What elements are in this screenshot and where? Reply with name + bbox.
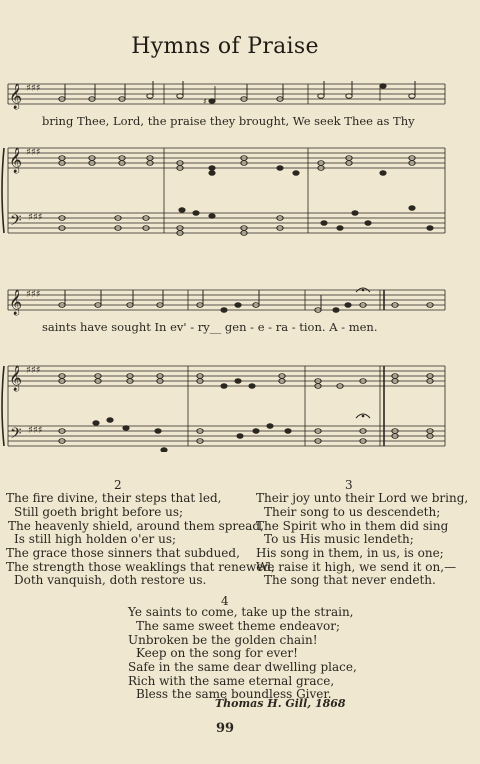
music-system-1	[0, 76, 450, 246]
page-title: Hymns of Praise	[131, 34, 319, 59]
verse-line: The strength those weaklings that renewed,	[6, 560, 275, 574]
svg-text:♯♯♯: ♯♯♯	[26, 289, 41, 300]
verse-line: The Spirit who in them did sing	[256, 519, 449, 533]
bass-clef-icon: 𝄢	[10, 212, 22, 233]
lyric-line-2: saints have sought In ev' - ry__ gen - e - ra - tion. A - men.	[42, 320, 378, 334]
verse-line: Bless the same boundless Giver.	[136, 687, 332, 701]
verse-line: Keep on the song for ever!	[136, 646, 298, 660]
verse-line: His song in them, in us, is one;	[256, 546, 444, 560]
verse-line: Is still high holden o'er us;	[14, 532, 177, 546]
verse-line: The fire divine, their steps that led,	[6, 491, 222, 505]
author-credit: Thomas H. Gill, 1868	[215, 697, 346, 710]
verse-line: To us His music lendeth;	[264, 532, 414, 546]
verse-number: 4	[221, 594, 229, 608]
verse-line: We raise it high, we send it on,—	[256, 560, 457, 574]
verse-line: The same sweet theme endeavor;	[136, 619, 341, 633]
verse-number: 3	[345, 478, 353, 492]
verse-line: Doth vanquish, doth restore us.	[14, 573, 207, 587]
svg-text:♯♯♯: ♯♯♯	[28, 425, 43, 436]
svg-text:♯: ♯	[203, 97, 207, 106]
svg-text:♯♯♯: ♯♯♯	[26, 83, 41, 94]
verse-line: The song that never endeth.	[264, 573, 436, 587]
music-system-2	[0, 282, 450, 452]
melody-staff-1	[8, 84, 445, 104]
verse-line: Their joy unto their Lord we bring,	[256, 491, 469, 505]
page-number: 99	[215, 721, 235, 736]
verse-number: 2	[114, 478, 122, 492]
verse-line: Unbroken be the golden chain!	[128, 633, 318, 647]
svg-text:♯♯♯: ♯♯♯	[28, 212, 43, 223]
svg-text:♯♯♯: ♯♯♯	[26, 365, 41, 376]
treble-staff-1	[8, 148, 445, 168]
treble-clef-icon: 𝄞	[9, 84, 23, 109]
bass-staff-2	[8, 426, 445, 446]
verse-line: Safe in the same dear dwelling place,	[128, 660, 357, 674]
verse-line: Still goeth bright before us;	[14, 505, 184, 519]
verse-line: The grace those sinners that subdued,	[6, 546, 240, 560]
treble-clef-icon: 𝄞	[9, 366, 23, 391]
treble-staff-2	[8, 366, 445, 386]
bass-clef-icon: 𝄢	[10, 425, 22, 446]
treble-clef-icon: 𝄞	[9, 290, 23, 315]
verse-line: The heavenly shield, around them spread,	[8, 519, 264, 533]
svg-text:♯♯♯: ♯♯♯	[26, 147, 41, 158]
bass-staff-1	[8, 213, 445, 233]
verse-line: Ye saints to come, take up the strain,	[128, 605, 354, 619]
melody-staff-2	[8, 290, 445, 310]
lyric-line-1: bring Thee, Lord, the praise they brought, We seek Thee as Thy	[42, 114, 415, 128]
verse-line: Rich with the same eternal grace,	[128, 674, 335, 688]
treble-clef-icon: 𝄞	[9, 148, 23, 173]
verse-line: Their song to us descendeth;	[264, 505, 441, 519]
